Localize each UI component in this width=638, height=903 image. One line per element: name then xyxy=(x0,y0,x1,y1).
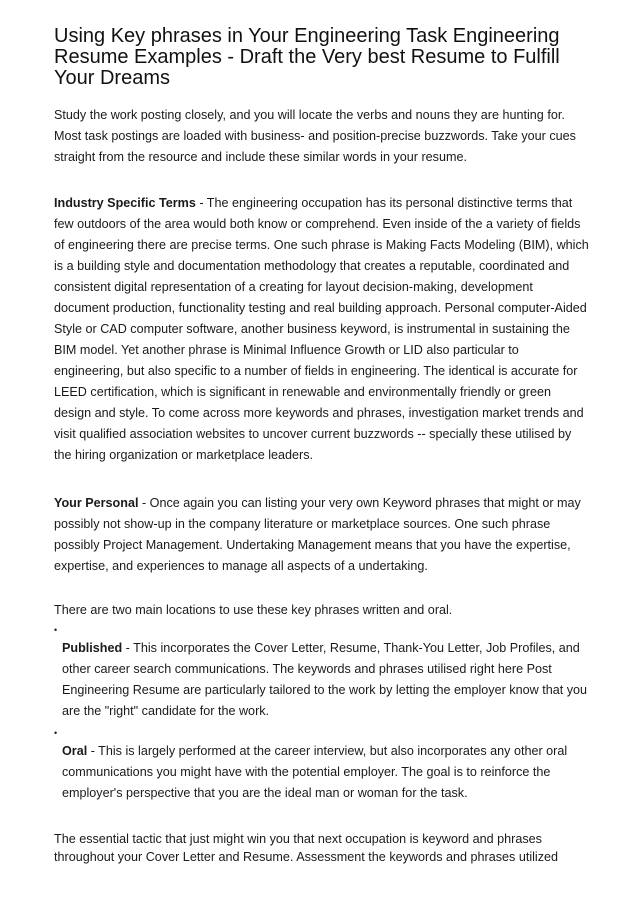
locations-list xyxy=(54,619,590,804)
industry-heading: Industry Specific Terms xyxy=(54,196,196,210)
document-page xyxy=(54,26,590,866)
document-title: Using Key phrases in Your Engineering Task Engineering Resume Examples - Draft the Very best Resume to Fulfill Your Dreams xyxy=(54,25,560,89)
list-item-text xyxy=(62,741,590,804)
published-body: - This incorporates the Cover Letter, Resume, Thank-You Letter, Job Profiles, and other career search communications. The keywords and phrases utilised right here Post Engineering Resume are particularly tailored to the work by letting the employer know that you are the "right" candidate for the work. xyxy=(62,641,588,718)
personal-paragraph xyxy=(54,493,590,577)
personal-heading: Your Personal xyxy=(54,496,139,510)
list-item xyxy=(54,722,590,804)
bullet-icon: • xyxy=(54,728,58,738)
bullet-icon: • xyxy=(54,625,58,635)
oral-heading: Oral xyxy=(62,744,88,758)
oral-body: - This is largely performed at the career interview, but also incorporates any other oral communications you might have with the potential employer. The goal is to reinforce the employer's perspective that you are the ideal man or woman for the task. xyxy=(62,744,568,800)
spacer xyxy=(54,466,590,493)
spacer xyxy=(54,577,590,601)
list-item-text xyxy=(62,638,590,722)
personal-body: - Once again you can listing your very own Keyword phrases that might or may possibly not show-up in the company literature or marketplace sources. One such phrase possibly Project Management. Undertaking Management means that you have the expertise, expertise, and experiences to manage all aspects of a undertaking. xyxy=(54,496,581,573)
industry-body: - The engineering occupation has its personal distinctive terms that few outdoors of the area would both know or comprehend. Even inside of the a variety of fields of engineering there are precise terms. One such phrase is Making Facts Modeling (BIM), which is a building style and documentation methodology that creates a reputable, coordinated and consistent digital representation of a creating for layout decision-making, development document production, functionality testing and real building approach. Personal computer-Aided Style or CAD computer software, another business keyword, is instrumental in sustaining the BIM model. Yet another phrase is Minimal Influence Growth or LID also particular to engineering, but also specific to a number of fields in engineering. The identical is accurate for LEED certification, which is significant in renewable and environmentally friendly or green design and style. To come across more keywords and phrases, investigation market trends and visit qualified association websites to uncover current buzzwords -- specially these utilised by the hiring organization or marketplace leaders. xyxy=(54,196,589,462)
industry-paragraph xyxy=(54,193,590,466)
spacer xyxy=(54,168,590,193)
spacer xyxy=(54,804,590,830)
list-item xyxy=(54,619,590,722)
published-heading: Published xyxy=(62,641,123,655)
intro-paragraph: Study the work posting closely, and you will locate the verbs and nouns they are hunting for. Most task postings are loaded with business- and position-precise buzzwords. Take your cues straight from the resource and include these similar words in your resume. xyxy=(54,108,576,164)
closing-paragraph: The essential tactic that just might win you that next occupation is keyword and phrases throughout your Cover Letter and Resume. Assessment the keywords and phrases utilized xyxy=(54,832,559,864)
locations-intro: There are two main locations to use these key phrases written and oral. xyxy=(54,603,453,617)
